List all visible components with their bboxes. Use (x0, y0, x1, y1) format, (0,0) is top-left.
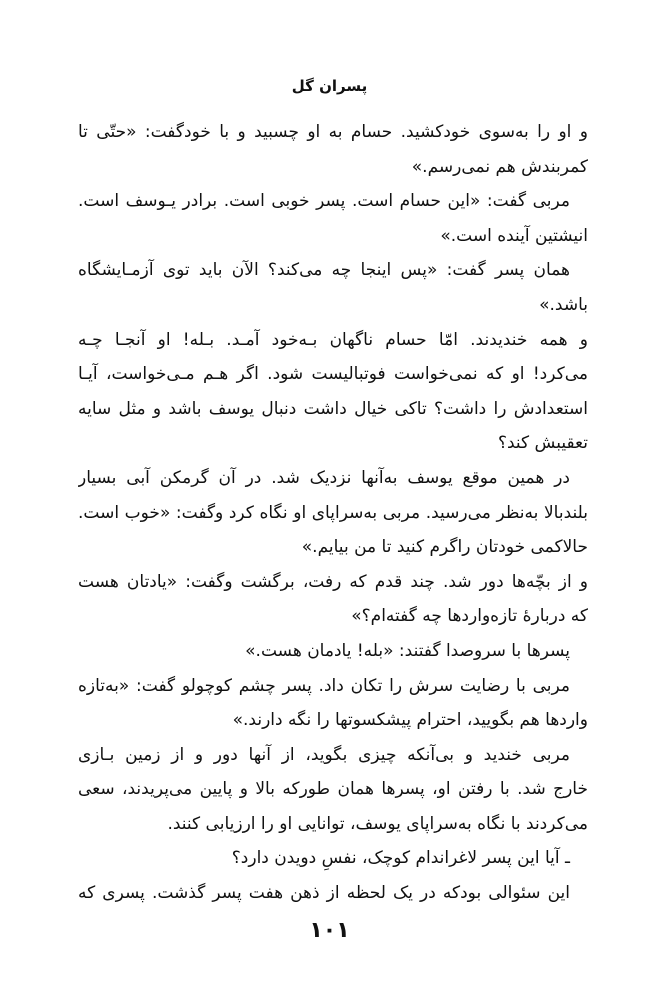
text-line: ـ آیا این پسر لاغراندام‌ کوچک، نفسِ دویدن دارد؟ (231, 848, 570, 869)
text-line: استعدادش را داشت؟ تاکی خیال داشت دنبال یوسف باشد و مثل سایه (78, 398, 588, 419)
text-line: انیشتین آینده است.» (440, 225, 588, 246)
text-line: بلندبالا به‌نظر می‌رسید. مربی به‌سراپای او نگاه کرد وگفت: «خوب است. (78, 502, 588, 523)
text-line: پسرها با سروصدا گفتند: «بله! یادمان هست.» (245, 640, 570, 661)
text-line: کمربندش هم نمی‌رسم.» (411, 156, 588, 177)
text-line: که دربارهٔ تازه‌واردها چه گفته‌ام؟» (351, 606, 588, 627)
text-line: باشد.» (539, 294, 588, 315)
text-line: این سئوالی بودکه در یک لحظه از ذهن هفت پسر گذشت. پسری که (78, 883, 570, 904)
text-line: مربی با رضایت سرش را تکان داد. پسر چشم‌ کوچولو گفت: «به‌تازه (78, 675, 570, 696)
text-line: و او را به‌سوی خودکشید. حسام به او چسبید و با خودگفت: «حتّی تا (78, 122, 588, 142)
text-line: می‌کردند با نگاه به‌سراپای یوسف، توانایی او را ارزیابی کنند. (167, 813, 588, 834)
text-line: مربی گفت: «این حسام است. پسر خوبی است. برادر یـوسف است. (78, 191, 570, 212)
text-line: و همه خندیدند. امّا حسام ناگهان بـه‌خود آمـد. بـله! او آنجـا چـه (78, 329, 588, 350)
running-header: پسران گل (291, 77, 368, 95)
text-line: و از بچّه‌ها دور شد. چند قدم که رفت، برگشت وگفت: «یادتان هست (78, 571, 588, 592)
text-line: مربی خندید و بی‌آنکه چیزی بگوید، از آنها دور و از زمین بـازی (78, 744, 570, 765)
text-line: خارج شد. با رفتن او، پسرها همان طورکه بالا و پایین می‌پریدند، سعی (78, 779, 588, 800)
body-text (78, 115, 588, 911)
text-line: واردها هم بگویید، احترام پیشکسوتها را نگه دارند.» (232, 710, 588, 731)
text-line: حالاکمی خودتان راگرم کنید تا من بیایم.» (301, 537, 588, 558)
text-line: می‌کرد! او که نمی‌خواست فوتبالیست شود. اگر هـم مـی‌خواست، آیـا (78, 364, 588, 385)
text-line: تعقیبش کند؟ (497, 433, 588, 454)
text-line: همان پسر گفت: «پس اینجا چه می‌کند؟ الآن باید توی آزمـایشگاه (78, 260, 570, 281)
text-line: در همین موقع یوسف به‌آنها نزدیک شد. در آن گرمکن آبی بسیار (78, 467, 570, 488)
page-number: ١٠١ (309, 918, 350, 943)
